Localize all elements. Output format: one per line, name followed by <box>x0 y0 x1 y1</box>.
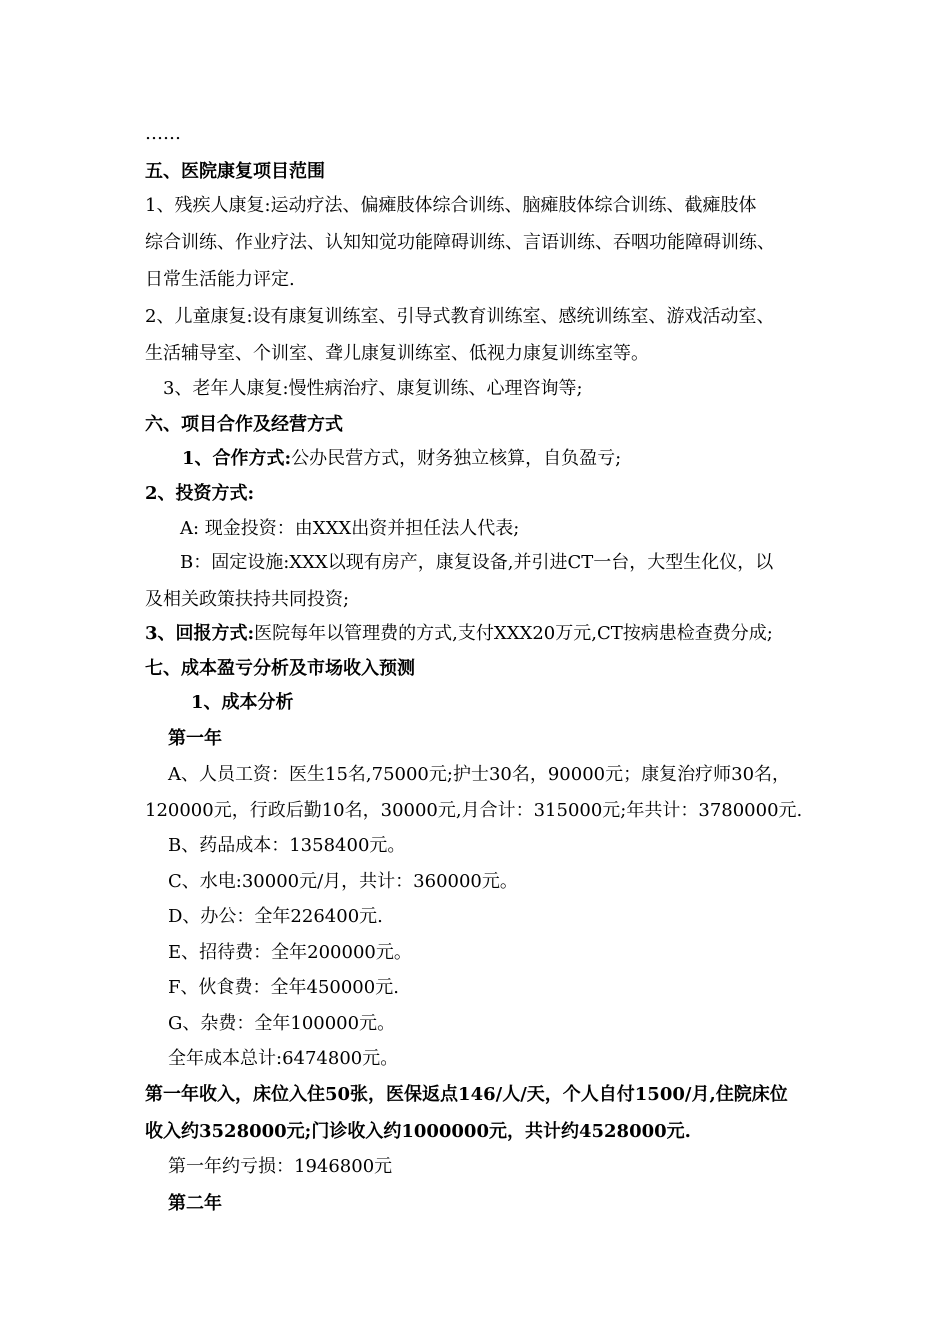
drug-cost: B、药品成本：1358400元。 <box>168 835 406 856</box>
year-two-heading: 第二年 <box>168 1193 222 1214</box>
rehab-disabled-line-2: 综合训练、作业疗法、认知知觉功能障碍训练、言语训练、吞咽功能障碍训练、 <box>145 232 775 253</box>
annual-cost-total: 全年成本总计:6474800元。 <box>168 1048 399 1069</box>
section-6-heading: 六、项目合作及经营方式 <box>145 414 343 435</box>
year-one-heading: 第一年 <box>168 728 222 749</box>
rehab-disabled-line-3: 日常生活能力评定. <box>145 269 295 290</box>
investment-cash: A: 现金投资：由XXX出资并担任法人代表; <box>180 518 520 539</box>
hospitality-cost: E、招待费：全年200000元。 <box>168 942 412 963</box>
section-5-heading: 五、医院康复项目范围 <box>145 161 325 182</box>
year-one-income-line-2: 收入约3528000元;门诊收入约1000000元，共计约4528000元. <box>145 1121 691 1142</box>
return-text: 医院每年以管理费的方式,支付XXX20万元,CT按病患检查费分成; <box>254 623 773 644</box>
section-7-heading: 七、成本盈亏分析及市场收入预测 <box>145 658 415 679</box>
ellipsis: …… <box>145 123 181 144</box>
return-line <box>145 622 773 646</box>
cooperation-text: 公办民营方式，财务独立核算，自负盈亏; <box>291 448 622 469</box>
investment-facilities-line-2: 及相关政策扶持共同投资; <box>145 589 350 610</box>
investment-label: 2、投资方式: <box>145 483 255 504</box>
investment-facilities-line-1: B：固定设施:XXX以现有房产，康复设备,并引进CT一台，大型生化仪，以 <box>180 552 774 573</box>
cooperation-label: 1、合作方式: <box>182 448 292 469</box>
staff-salary-line-1: A、人员工资：医生15名,75000元;护士30名，90000元；康复治疗师30名， <box>168 764 791 785</box>
year-one-loss: 第一年约亏损：1946800元 <box>168 1156 393 1177</box>
rehab-children-line-2: 生活辅导室、个训室、聋儿康复训练室、低视力康复训练室等。 <box>145 343 649 364</box>
cooperation-line <box>182 447 621 471</box>
rehab-children-line-1: 2、儿童康复:设有康复训练室、引导式教育训练室、感统训练室、游戏活动室、 <box>145 306 775 327</box>
cost-analysis-heading: 1、成本分析 <box>191 692 294 713</box>
office-cost: D、办公：全年226400元. <box>168 906 383 927</box>
year-one-income-line-1: 第一年收入，床位入住50张，医保返点146/人/天，个人自付1500/月,住院床位 <box>145 1084 788 1105</box>
rehab-disabled-line-1: 1、残疾人康复:运动疗法、偏瘫肢体综合训练、脑瘫肢体综合训练、截瘫肢体 <box>145 195 757 216</box>
misc-cost: G、杂费：全年100000元。 <box>168 1013 396 1034</box>
rehab-elderly: 3、老年人康复:慢性病治疗、康复训练、心理咨询等; <box>163 378 583 399</box>
staff-salary-line-2: 120000元，行政后勤10名，30000元,月合计：315000元;年共计：3780000元. <box>145 800 803 821</box>
meal-cost: F、伙食费：全年450000元. <box>168 977 399 998</box>
return-label: 3、回报方式: <box>145 623 255 644</box>
utilities-cost: C、水电:30000元/月，共计：360000元。 <box>168 871 518 892</box>
